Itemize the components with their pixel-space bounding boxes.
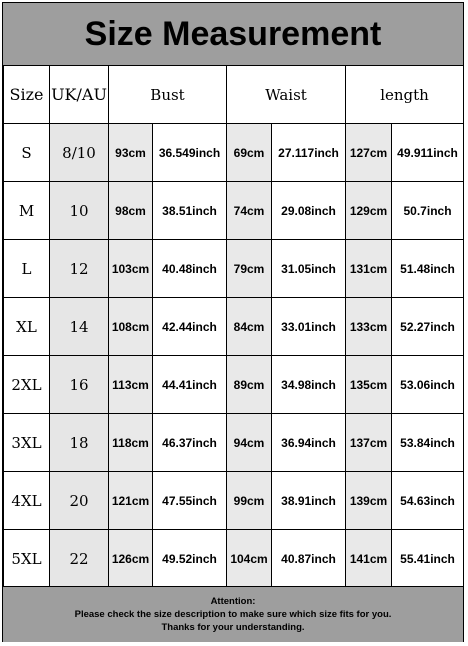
length-inch-cell: 49.911inch <box>392 124 464 182</box>
bust-inch-cell: 40.48inch <box>153 240 227 298</box>
header-bust: Bust <box>109 66 227 124</box>
bust-cm-cell: 121cm <box>109 472 153 530</box>
uk-au-cell: 8/10 <box>50 124 109 182</box>
waist-cm-cell: 84cm <box>227 298 272 356</box>
uk-au-cell: 22 <box>50 530 109 588</box>
waist-cm-cell: 74cm <box>227 182 272 240</box>
uk-au-cell: 14 <box>50 298 109 356</box>
waist-inch-cell: 27.117inch <box>272 124 346 182</box>
size-cell: 5XL <box>4 530 50 588</box>
length-cm-cell: 137cm <box>346 414 392 472</box>
header-uk-au: UK/AU <box>50 66 109 124</box>
bust-cm-cell: 103cm <box>109 240 153 298</box>
length-inch-cell: 55.41inch <box>392 530 464 588</box>
waist-inch-cell: 33.01inch <box>272 298 346 356</box>
attention-heading: Attention: <box>210 596 256 607</box>
bust-cm-cell: 118cm <box>109 414 153 472</box>
uk-au-cell: 20 <box>50 472 109 530</box>
length-inch-cell: 52.27inch <box>392 298 464 356</box>
attention-thanks: Thanks for your understanding. <box>161 622 305 633</box>
uk-au-cell: 18 <box>50 414 109 472</box>
uk-au-cell: 12 <box>50 240 109 298</box>
table-row <box>4 182 464 240</box>
attention-note <box>3 586 463 642</box>
table-row <box>4 530 464 588</box>
bust-cm-cell: 108cm <box>109 298 153 356</box>
header-length: length <box>346 66 464 124</box>
bust-cm-cell: 93cm <box>109 124 153 182</box>
table-row <box>4 356 464 414</box>
waist-inch-cell: 38.91inch <box>272 472 346 530</box>
bust-inch-cell: 44.41inch <box>153 356 227 414</box>
bust-inch-cell: 49.52inch <box>153 530 227 588</box>
length-inch-cell: 54.63inch <box>392 472 464 530</box>
size-cell: 3XL <box>4 414 50 472</box>
bust-cm-cell: 126cm <box>109 530 153 588</box>
waist-cm-cell: 99cm <box>227 472 272 530</box>
size-cell: S <box>4 124 50 182</box>
length-inch-cell: 53.84inch <box>392 414 464 472</box>
uk-au-cell: 16 <box>50 356 109 414</box>
waist-cm-cell: 104cm <box>227 530 272 588</box>
chart-title: Size Measurement <box>3 3 463 65</box>
waist-cm-cell: 94cm <box>227 414 272 472</box>
length-inch-cell: 53.06inch <box>392 356 464 414</box>
length-inch-cell: 50.7inch <box>392 182 464 240</box>
waist-inch-cell: 40.87inch <box>272 530 346 588</box>
attention-text: Please check the size description to make sure which size fits for you. <box>74 609 392 620</box>
length-cm-cell: 133cm <box>346 298 392 356</box>
table-row <box>4 298 464 356</box>
waist-cm-cell: 89cm <box>227 356 272 414</box>
waist-inch-cell: 34.98inch <box>272 356 346 414</box>
waist-inch-cell: 29.08inch <box>272 182 346 240</box>
bust-inch-cell: 42.44inch <box>153 298 227 356</box>
length-inch-cell: 51.48inch <box>392 240 464 298</box>
uk-au-cell: 10 <box>50 182 109 240</box>
length-cm-cell: 135cm <box>346 356 392 414</box>
bust-cm-cell: 98cm <box>109 182 153 240</box>
bust-inch-cell: 46.37inch <box>153 414 227 472</box>
bust-cm-cell: 113cm <box>109 356 153 414</box>
table-row <box>4 240 464 298</box>
bust-inch-cell: 47.55inch <box>153 472 227 530</box>
waist-cm-cell: 69cm <box>227 124 272 182</box>
bust-inch-cell: 36.549inch <box>153 124 227 182</box>
size-table <box>3 65 464 588</box>
size-chart <box>2 2 464 642</box>
size-cell: L <box>4 240 50 298</box>
header-waist: Waist <box>227 66 346 124</box>
table-row <box>4 124 464 182</box>
size-cell: 4XL <box>4 472 50 530</box>
header-row <box>4 66 464 124</box>
length-cm-cell: 139cm <box>346 472 392 530</box>
waist-cm-cell: 79cm <box>227 240 272 298</box>
length-cm-cell: 131cm <box>346 240 392 298</box>
length-cm-cell: 141cm <box>346 530 392 588</box>
size-cell: M <box>4 182 50 240</box>
bust-inch-cell: 38.51inch <box>153 182 227 240</box>
waist-inch-cell: 36.94inch <box>272 414 346 472</box>
length-cm-cell: 129cm <box>346 182 392 240</box>
table-row <box>4 414 464 472</box>
size-cell: XL <box>4 298 50 356</box>
table-row <box>4 472 464 530</box>
header-size: Size <box>4 66 50 124</box>
waist-inch-cell: 31.05inch <box>272 240 346 298</box>
length-cm-cell: 127cm <box>346 124 392 182</box>
size-cell: 2XL <box>4 356 50 414</box>
